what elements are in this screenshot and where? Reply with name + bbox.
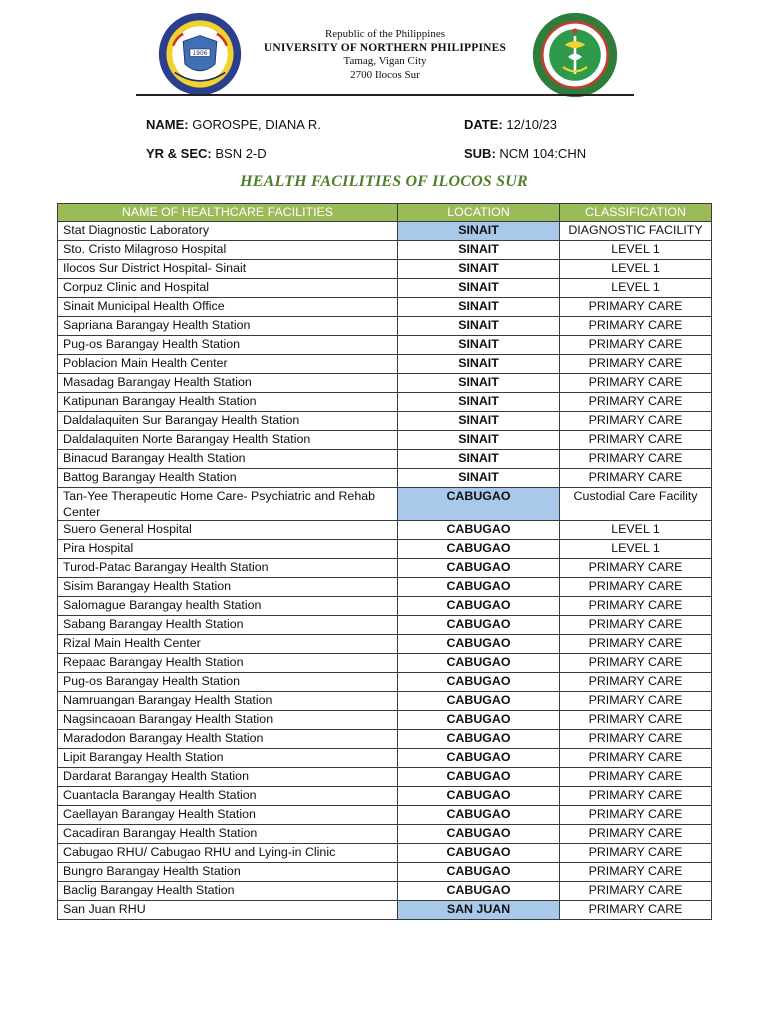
- facility-name-cell: Dardarat Barangay Health Station: [58, 768, 398, 787]
- table-row: [58, 336, 712, 355]
- year-section-label: YR & SEC:: [146, 146, 212, 161]
- table-row: [58, 597, 712, 616]
- location-cell: CABUGAO: [398, 882, 560, 901]
- date-label: DATE:: [464, 117, 503, 132]
- seal-year: 1906: [192, 51, 208, 58]
- address-line: Tamag, Vigan City: [343, 55, 427, 67]
- location-cell: CABUGAO: [398, 488, 560, 521]
- table-row: [58, 469, 712, 488]
- classification-cell: LEVEL 1: [560, 521, 712, 540]
- classification-cell: PRIMARY CARE: [560, 882, 712, 901]
- location-cell: SINAIT: [398, 317, 560, 336]
- header-classification: CLASSIFICATION: [560, 204, 712, 222]
- facility-name-cell: Daldalaquiten Sur Barangay Health Station: [58, 412, 398, 431]
- classification-cell: PRIMARY CARE: [560, 616, 712, 635]
- table-row: [58, 431, 712, 450]
- table-row: [58, 673, 712, 692]
- table-header-row: [58, 204, 712, 222]
- facility-name-cell: Nagsincaoan Barangay Health Station: [58, 711, 398, 730]
- republic-line: Republic of the Philippines: [324, 28, 446, 40]
- location-cell: SINAIT: [398, 279, 560, 298]
- classification-cell: PRIMARY CARE: [560, 317, 712, 336]
- year-section-value: BSN 2-D: [215, 146, 267, 161]
- facility-name-cell: Namruangan Barangay Health Station: [58, 692, 398, 711]
- facility-name-cell: Tan-Yee Therapeutic Home Care- Psychiatric and Rehab Center: [58, 488, 398, 521]
- classification-cell: PRIMARY CARE: [560, 654, 712, 673]
- facility-name-cell: Maradodon Barangay Health Station: [58, 730, 398, 749]
- facility-name-cell: Cabugao RHU/ Cabugao RHU and Lying-in Clinic: [58, 844, 398, 863]
- table-row: [58, 825, 712, 844]
- location-cell: CABUGAO: [398, 559, 560, 578]
- facility-name-cell: Baclig Barangay Health Station: [58, 882, 398, 901]
- table-row: [58, 787, 712, 806]
- name-label: NAME:: [146, 117, 189, 132]
- facility-name-cell: Sinait Municipal Health Office: [58, 298, 398, 317]
- location-cell: SINAIT: [398, 336, 560, 355]
- table-row: [58, 844, 712, 863]
- table-row: [58, 488, 712, 521]
- table-row: [58, 298, 712, 317]
- location-cell: CABUGAO: [398, 863, 560, 882]
- facility-name-cell: Pug-os Barangay Health Station: [58, 673, 398, 692]
- header-facility-name: NAME OF HEALTHCARE FACILITIES: [58, 204, 398, 222]
- facility-name-cell: San Juan RHU: [58, 901, 398, 920]
- header-divider: [136, 94, 634, 96]
- classification-cell: PRIMARY CARE: [560, 450, 712, 469]
- classification-cell: LEVEL 1: [560, 260, 712, 279]
- zip-line: 2700 Ilocos Sur: [350, 68, 420, 81]
- university-address: [250, 28, 520, 82]
- table-row: [58, 393, 712, 412]
- classification-cell: PRIMARY CARE: [560, 412, 712, 431]
- classification-cell: LEVEL 1: [560, 540, 712, 559]
- classification-cell: PRIMARY CARE: [560, 336, 712, 355]
- table-row: [58, 692, 712, 711]
- table-row: [58, 806, 712, 825]
- classification-cell: PRIMARY CARE: [560, 806, 712, 825]
- name-field: [146, 117, 321, 132]
- year-section-field: [146, 146, 267, 161]
- facility-name-cell: Rizal Main Health Center: [58, 635, 398, 654]
- table-row: [58, 540, 712, 559]
- location-cell: CABUGAO: [398, 711, 560, 730]
- facility-name-cell: Suero General Hospital: [58, 521, 398, 540]
- name-value: GOROSPE, DIANA R.: [192, 117, 321, 132]
- classification-cell: DIAGNOSTIC FACILITY: [560, 222, 712, 241]
- subject-label: SUB:: [464, 146, 496, 161]
- table-row: [58, 578, 712, 597]
- location-cell: SINAIT: [398, 412, 560, 431]
- location-cell: SINAIT: [398, 469, 560, 488]
- classification-cell: Custodial Care Facility: [560, 488, 712, 521]
- table-body: [58, 222, 712, 920]
- table-row: [58, 749, 712, 768]
- location-cell: CABUGAO: [398, 673, 560, 692]
- location-cell: CABUGAO: [398, 806, 560, 825]
- facility-name-cell: Cacadiran Barangay Health Station: [58, 825, 398, 844]
- location-cell: CABUGAO: [398, 578, 560, 597]
- table-row: [58, 412, 712, 431]
- classification-cell: PRIMARY CARE: [560, 692, 712, 711]
- university-name: UNIVERSITY OF NORTHERN PHILIPPINES: [263, 41, 507, 54]
- classification-cell: PRIMARY CARE: [560, 730, 712, 749]
- classification-cell: PRIMARY CARE: [560, 844, 712, 863]
- facility-name-cell: Poblacion Main Health Center: [58, 355, 398, 374]
- classification-cell: PRIMARY CARE: [560, 469, 712, 488]
- location-cell: CABUGAO: [398, 597, 560, 616]
- table-row: [58, 260, 712, 279]
- table-row: [58, 559, 712, 578]
- classification-cell: PRIMARY CARE: [560, 749, 712, 768]
- facility-name-cell: Bungro Barangay Health Station: [58, 863, 398, 882]
- location-cell: CABUGAO: [398, 540, 560, 559]
- table-row: [58, 521, 712, 540]
- facility-name-cell: Stat Diagnostic Laboratory: [58, 222, 398, 241]
- location-cell: CABUGAO: [398, 730, 560, 749]
- classification-cell: PRIMARY CARE: [560, 393, 712, 412]
- facility-name-cell: Sapriana Barangay Health Station: [58, 317, 398, 336]
- classification-cell: LEVEL 1: [560, 241, 712, 260]
- table-row: [58, 635, 712, 654]
- facility-name-cell: Katipunan Barangay Health Station: [58, 393, 398, 412]
- classification-cell: PRIMARY CARE: [560, 431, 712, 450]
- date-field: [464, 117, 557, 132]
- classification-cell: PRIMARY CARE: [560, 298, 712, 317]
- table-row: [58, 863, 712, 882]
- table-row: [58, 279, 712, 298]
- table-row: [58, 901, 712, 920]
- facility-name-cell: Repaac Barangay Health Station: [58, 654, 398, 673]
- table-row: [58, 882, 712, 901]
- table-row: [58, 222, 712, 241]
- facility-name-cell: Pug-os Barangay Health Station: [58, 336, 398, 355]
- location-cell: SINAIT: [398, 241, 560, 260]
- facility-name-cell: Lipit Barangay Health Station: [58, 749, 398, 768]
- table-row: [58, 730, 712, 749]
- classification-cell: PRIMARY CARE: [560, 768, 712, 787]
- location-cell: CABUGAO: [398, 825, 560, 844]
- classification-cell: PRIMARY CARE: [560, 355, 712, 374]
- table-row: [58, 711, 712, 730]
- location-cell: SINAIT: [398, 355, 560, 374]
- location-cell: SINAIT: [398, 260, 560, 279]
- college-of-nursing-seal-icon: [532, 12, 618, 98]
- document-header: [0, 0, 768, 100]
- table-row: [58, 654, 712, 673]
- facility-name-cell: Ilocos Sur District Hospital- Sinait: [58, 260, 398, 279]
- table-row: [58, 450, 712, 469]
- location-cell: CABUGAO: [398, 787, 560, 806]
- location-cell: SINAIT: [398, 222, 560, 241]
- facility-name-cell: Salomague Barangay health Station: [58, 597, 398, 616]
- location-cell: SINAIT: [398, 298, 560, 317]
- facility-name-cell: Caellayan Barangay Health Station: [58, 806, 398, 825]
- facility-name-cell: Sto. Cristo Milagroso Hospital: [58, 241, 398, 260]
- facility-name-cell: Cuantacla Barangay Health Station: [58, 787, 398, 806]
- location-cell: CABUGAO: [398, 521, 560, 540]
- table-row: [58, 768, 712, 787]
- location-cell: CABUGAO: [398, 654, 560, 673]
- classification-cell: PRIMARY CARE: [560, 578, 712, 597]
- classification-cell: PRIMARY CARE: [560, 673, 712, 692]
- location-cell: SINAIT: [398, 431, 560, 450]
- location-cell: SAN JUAN: [398, 901, 560, 920]
- facility-name-cell: Binacud Barangay Health Station: [58, 450, 398, 469]
- classification-cell: PRIMARY CARE: [560, 559, 712, 578]
- classification-cell: LEVEL 1: [560, 279, 712, 298]
- facility-name-cell: Masadag Barangay Health Station: [58, 374, 398, 393]
- classification-cell: PRIMARY CARE: [560, 863, 712, 882]
- location-cell: SINAIT: [398, 450, 560, 469]
- location-cell: CABUGAO: [398, 692, 560, 711]
- table-row: [58, 317, 712, 336]
- facilities-table: [57, 203, 712, 920]
- facility-name-cell: Pira Hospital: [58, 540, 398, 559]
- location-cell: CABUGAO: [398, 635, 560, 654]
- location-cell: CABUGAO: [398, 616, 560, 635]
- location-cell: CABUGAO: [398, 768, 560, 787]
- classification-cell: PRIMARY CARE: [560, 597, 712, 616]
- classification-cell: PRIMARY CARE: [560, 787, 712, 806]
- facility-name-cell: Daldalaquiten Norte Barangay Health Station: [58, 431, 398, 450]
- header-location: LOCATION: [398, 204, 560, 222]
- location-cell: CABUGAO: [398, 844, 560, 863]
- classification-cell: PRIMARY CARE: [560, 825, 712, 844]
- classification-cell: PRIMARY CARE: [560, 635, 712, 654]
- date-value: 12/10/23: [506, 117, 557, 132]
- subject-value: NCM 104:CHN: [499, 146, 587, 161]
- facility-name-cell: Sabang Barangay Health Station: [58, 616, 398, 635]
- university-seal-icon: [158, 12, 242, 96]
- facility-name-cell: Battog Barangay Health Station: [58, 469, 398, 488]
- facility-name-cell: Sisim Barangay Health Station: [58, 578, 398, 597]
- classification-cell: PRIMARY CARE: [560, 901, 712, 920]
- table-row: [58, 355, 712, 374]
- table-row: [58, 616, 712, 635]
- classification-cell: PRIMARY CARE: [560, 711, 712, 730]
- facility-name-cell: Corpuz Clinic and Hospital: [58, 279, 398, 298]
- classification-cell: PRIMARY CARE: [560, 374, 712, 393]
- table-row: [58, 241, 712, 260]
- facility-name-cell: Turod-Patac Barangay Health Station: [58, 559, 398, 578]
- table-row: [58, 374, 712, 393]
- location-cell: CABUGAO: [398, 749, 560, 768]
- location-cell: SINAIT: [398, 374, 560, 393]
- subject-field: [464, 146, 586, 161]
- document-title: HEALTH FACILITIES OF ILOCOS SUR: [240, 173, 528, 190]
- location-cell: SINAIT: [398, 393, 560, 412]
